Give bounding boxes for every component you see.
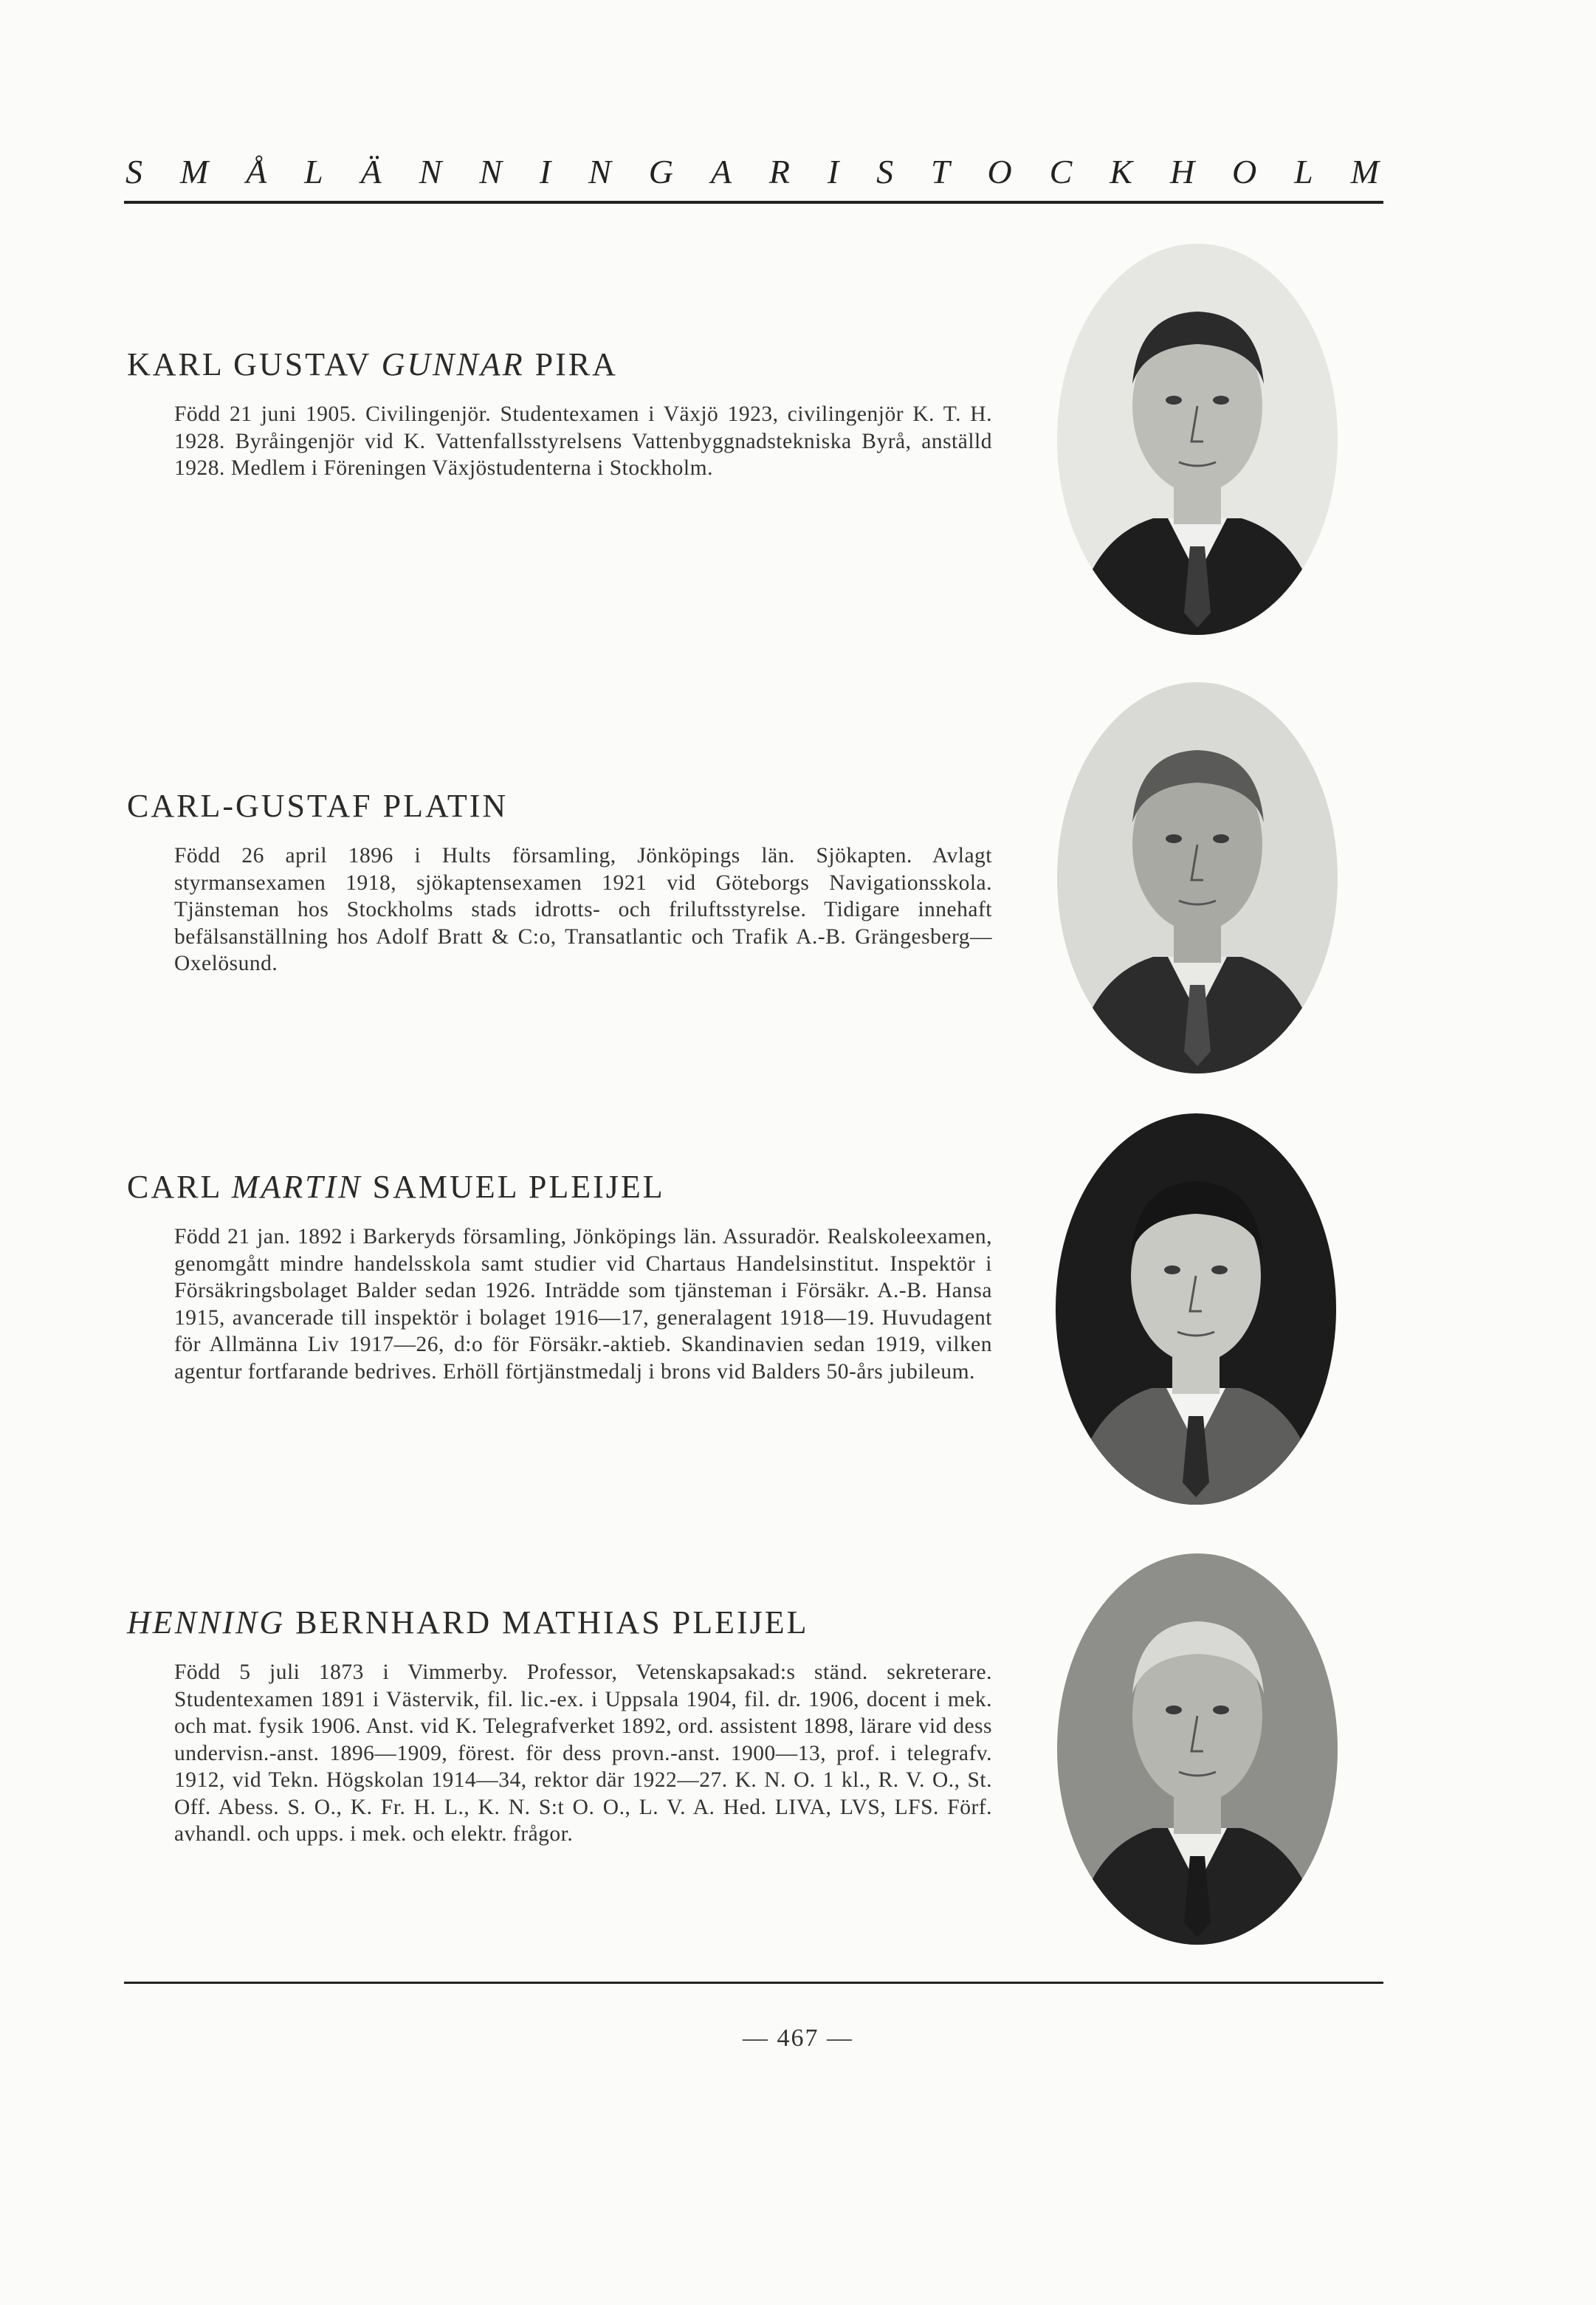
header-letter: I (827, 153, 841, 190)
entry-henning-pleijel (127, 1604, 992, 1848)
entry-martin-pleijel (127, 1168, 992, 1385)
portrait-eye-left (1164, 1265, 1180, 1274)
header-letter: L (1294, 153, 1315, 190)
page-number: — 467 — (743, 2024, 853, 2052)
header-letter: A (710, 153, 733, 190)
portrait-photo (1056, 1113, 1336, 1505)
portrait-eye-right (1211, 1265, 1228, 1274)
running-header (125, 152, 1380, 191)
portrait-eye-right (1213, 834, 1229, 843)
header-letter: Ä (360, 153, 383, 190)
name-part-italic: GUNNAR (381, 346, 525, 382)
header-letter: N (419, 153, 444, 190)
name-part: CARL-GUSTAF PLATIN (127, 788, 509, 824)
header-letter: H (1169, 153, 1197, 190)
entry-bio: Född 5 juli 1873 i Vimmerby. Professor, Vetenskapsakad:s ständ. sekreterare. Studentexamen 1891 i Västervik, fil. lic.-ex. i Uppsala 1904, fil. dr. 1906, docent i mek. och mat. fysik 1906. Anst. vid K. Telegrafverket 1892, ord. assistent 1898, lärare vid dess undervisn.-anst. 1896—1909, förest. för dess provn.-anst. 1900—13, prof. i telegrafv. 1912, vid Tekn. Högskolan 1914—34, rektor där 1922—27. K. N. O. 1 kl., R. V. O., St. Off. Abess. S. O., K. Fr. H. L., K. N. S:t O. O., L. V. A. Hed. LIVA, LVS, LFS. Förf. avhandl. och upps. i mek. och elektr. frågor. (174, 1660, 992, 1846)
header-letter: N (479, 153, 503, 190)
portrait-eye-right (1213, 396, 1229, 405)
entry-name (127, 787, 992, 825)
portrait-photo (1057, 682, 1338, 1074)
entry-name (127, 1168, 992, 1206)
entry-platin (127, 787, 992, 978)
name-part: SAMUEL PLEIJEL (362, 1169, 665, 1205)
entry-bio: Född 21 jan. 1892 i Barkeryds församling, Jönköpings län. Assuradör. Realskoleexamen, genomgått mindre handelsskola samt studier vid Chartaus Handelsinstitut. Inspektör i Försäkringsbolaget Balder sedan 1926. Inträdde som tjänsteman i Försäkr. A.-B. Hansa 1915, avancerade till inspektör i bolaget 1916—17, generalagent 1918—19. Huvudagent för Allmänna Liv 1917—26, d:o för Försäkr.-aktieb. Skandinavien sedan 1919, vilken agentur fortfarande bedrives. Erhöll förtjänstmedalj i brons vid Balders 50-års jubileum. (174, 1225, 992, 1384)
header-letter: T (931, 153, 952, 190)
portrait-eye-right (1213, 1705, 1229, 1714)
name-part: KARL GUSTAV (127, 346, 382, 382)
name-part: BERNHARD MATHIAS PLEIJEL (285, 1604, 809, 1641)
header-letter: S (125, 153, 144, 190)
header-letter: K (1110, 153, 1134, 190)
portrait-photo (1057, 244, 1338, 635)
portrait-eye-left (1166, 834, 1182, 843)
portrait-photo (1057, 1553, 1338, 1945)
portrait-eye-left (1166, 396, 1182, 405)
header-letter: O (987, 153, 1014, 190)
entry-pira (127, 346, 992, 482)
entry-name (127, 1604, 992, 1641)
header-letter: M (1350, 153, 1380, 190)
header-letter: S (876, 153, 895, 190)
header-letter: R (768, 153, 791, 190)
entry-name (127, 346, 992, 383)
entry-bio: Född 26 april 1896 i Hults församling, Jönköpings län. Sjökapten. Avlagt styrmansexamen 1918, sjökaptensexamen 1921 vid Göteborgs Navigationsskola. Tjänsteman hos Stockholms stads idrotts- och friluftsstyrelse. Tidigare innehaft befälsanställning hos Adolf Bratt & C:o, Transatlantic och Trafik A.-B. Grängesberg—Oxelösund. (174, 844, 992, 975)
header-letter: G (648, 153, 675, 190)
header-letter: Å (246, 153, 269, 190)
header-letter: M (179, 153, 210, 190)
header-letter: I (539, 153, 553, 190)
name-part: CARL (127, 1169, 232, 1205)
header-letter: N (588, 153, 613, 190)
entry-bio: Född 21 juni 1905. Civilingenjör. Studentexamen i Växjö 1923, civilingenjör K. T. H. 1928. Byråingenjör vid K. Vattenfallsstyrelsens Vattenbyggnadstekniska Byrå, anställd 1928. Medlem i Föreningen Växjöstudenterna i Stockholm. (174, 402, 992, 480)
header-letter: O (1231, 153, 1259, 190)
header-rule (124, 201, 1383, 204)
header-letter: C (1049, 153, 1074, 190)
name-part: PIRA (524, 346, 618, 382)
portrait-eye-left (1166, 1705, 1182, 1714)
header-letter: L (304, 153, 325, 190)
name-part-italic: HENNING (127, 1604, 286, 1641)
name-part-italic: MARTIN (231, 1169, 362, 1205)
footer-rule (124, 1982, 1383, 1984)
